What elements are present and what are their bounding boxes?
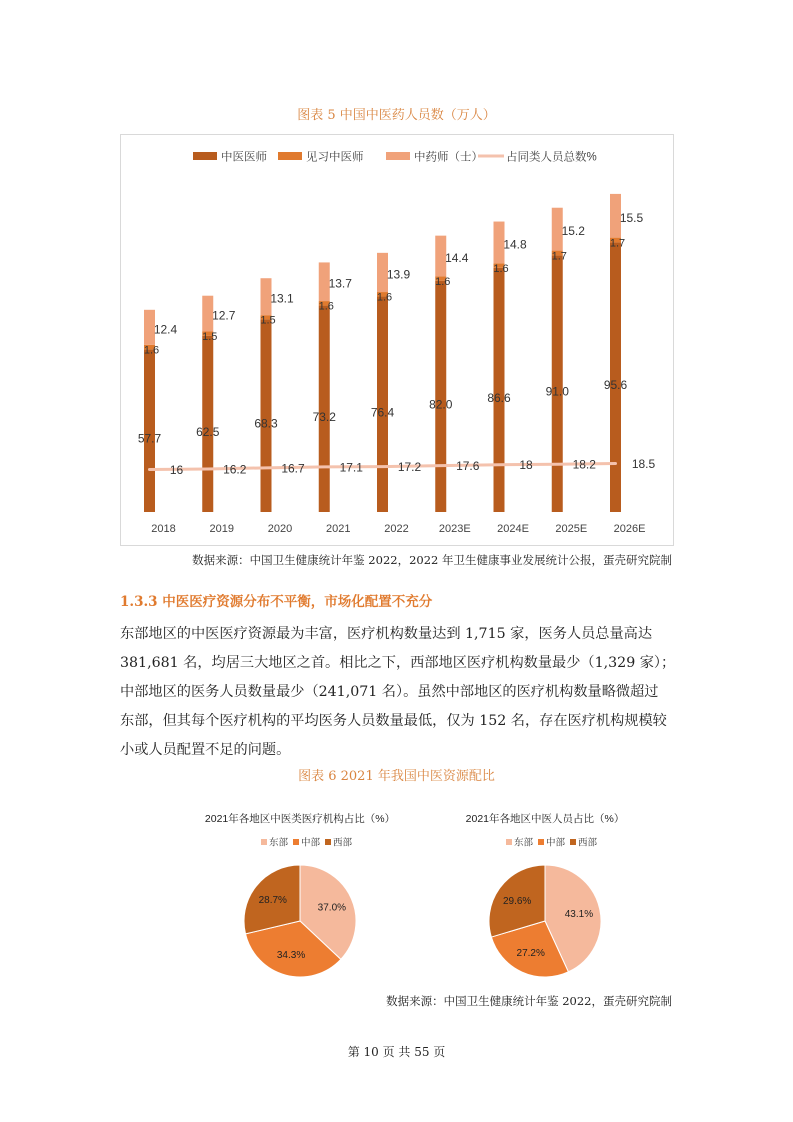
legend-label-3: 占同类人员总数%	[506, 151, 597, 164]
x-tick-label-2023E: 2023E	[438, 523, 471, 535]
data-label-assistant-2019: 1.5	[202, 330, 218, 343]
pie-legend-swatch-central	[538, 839, 544, 845]
data-label-share-2025E: 18.2	[572, 457, 596, 472]
legend-label-2: 中药师（士）	[414, 151, 483, 164]
x-tick-label-2025E: 2025E	[555, 523, 588, 535]
pie-legend-label-east: 东部	[269, 837, 289, 849]
data-label-share-2023E: 17.6	[456, 459, 480, 474]
pie-label-central: 27.2%	[516, 948, 545, 960]
data-label-assistant-2022: 1.6	[376, 291, 393, 304]
pie-legend-label-west: 西部	[333, 837, 353, 849]
data-label-doctor-2022: 76.4	[370, 405, 395, 420]
x-tick-label-2026E: 2026E	[613, 523, 646, 535]
pie-label-east: 37.0%	[317, 902, 347, 914]
data-label-assistant-2021: 1.6	[318, 300, 334, 313]
institution-share-pie-chart	[175, 800, 425, 985]
data-label-doctor-2018: 57.7	[137, 431, 162, 446]
pie-legend-swatch-west	[325, 839, 331, 845]
figure6-source: 数据来源：中国卫生健康统计年鉴 2022，蛋壳研究院制	[386, 994, 672, 1008]
data-label-pharmacist-2018: 12.4	[153, 322, 178, 337]
data-label-assistant-2020: 1.5	[260, 314, 276, 327]
bar-doctor-2026E	[610, 242, 621, 512]
data-label-doctor-2021: 73.2	[312, 409, 336, 424]
pie-legend-swatch-central	[293, 839, 299, 845]
figure5-source: 数据来源：中国卫生健康统计年鉴 2022，2022 年卫生健康事业发展统计公报，蛋壳研究院制	[192, 553, 672, 567]
paragraph-line: 东部，但其每个医疗机构的平均医务人员数量最低，仅为 152 名，存在医疗机构规模较	[120, 713, 667, 729]
bar-doctor-2025E	[552, 255, 563, 512]
x-tick-label-2019: 2019	[209, 523, 234, 535]
figure5-chart-frame	[120, 134, 674, 546]
pie-title: 2021年各地区中医人员占比（%）	[465, 813, 625, 825]
data-label-pharmacist-2022: 13.9	[386, 267, 411, 282]
figure6-caption: 图表 6 2021 年我国中医资源配比	[298, 769, 495, 784]
data-label-doctor-2025E: 91.0	[545, 384, 569, 399]
data-label-share-2019: 16.2	[223, 462, 247, 477]
paragraph-line: 小或人员配置不足的问题。	[120, 742, 291, 758]
pie-legend-swatch-east	[506, 839, 512, 845]
data-label-pharmacist-2019: 12.7	[212, 308, 236, 323]
bar-doctor-2019	[202, 336, 213, 512]
data-label-doctor-2019: 62.5	[196, 424, 220, 439]
staff-share-pie-chart	[420, 800, 670, 985]
legend-swatch-0	[193, 152, 217, 160]
bar-doctor-2018	[144, 349, 155, 512]
bar-doctor-2020	[261, 319, 272, 512]
data-label-assistant-2023E: 1.6	[435, 275, 451, 288]
x-tick-label-2018: 2018	[151, 523, 176, 535]
data-label-doctor-2023E: 82.0	[429, 397, 453, 412]
data-label-assistant-2018: 1.6	[143, 344, 160, 357]
pie-legend-swatch-west	[570, 839, 576, 845]
pie-label-west: 28.7%	[258, 894, 287, 906]
data-label-share-2021: 17.1	[339, 460, 363, 475]
data-label-pharmacist-2020: 13.1	[270, 291, 294, 306]
pie-label-west: 29.6%	[502, 895, 532, 907]
data-label-assistant-2025E: 1.7	[551, 250, 567, 263]
data-label-share-2020: 16.7	[281, 461, 305, 476]
pie-legend-label-west: 西部	[578, 837, 598, 849]
bar-doctor-2024E	[494, 268, 505, 512]
legend-swatch-1	[278, 152, 302, 160]
paragraph-line: 东部地区的中医医疗资源最为丰富，医疗机构数量达到 1,715 家，医务人员总量高达	[120, 626, 653, 642]
page-number: 第 10 页 共 55 页	[347, 1045, 446, 1059]
data-label-assistant-2026E: 1.7	[609, 237, 626, 250]
data-label-doctor-2020: 68.3	[254, 416, 278, 431]
section-paragraph	[120, 620, 680, 765]
x-tick-label-2021: 2021	[326, 523, 351, 535]
x-tick-label-2024E: 2024E	[497, 523, 529, 535]
pie-title: 2021年各地区中医类医疗机构占比（%）	[204, 813, 396, 825]
pie-label-east: 43.1%	[564, 909, 594, 921]
data-label-share-2018: 16	[169, 463, 184, 477]
data-label-share-2022: 17.2	[397, 460, 422, 475]
bar-doctor-2021	[319, 306, 330, 512]
x-tick-label-2020: 2020	[267, 523, 293, 535]
paragraph-line: 381,681 名，均居三大地区之首。相比之下，西部地区医疗机构数量最少（1,329 家）；	[120, 655, 676, 671]
data-label-pharmacist-2023E: 14.4	[445, 250, 469, 265]
figure5-bar-chart	[121, 135, 673, 545]
x-tick-label-2022: 2022	[384, 523, 409, 535]
paragraph-line: 中部地区的医务人员数量最少（241,071 名）。虽然中部地区的医疗机构数量略微超过	[120, 684, 659, 700]
data-label-assistant-2024E: 1.6	[493, 262, 509, 275]
data-label-share-2026E: 18.5	[631, 457, 656, 471]
data-label-doctor-2026E: 95.6	[603, 378, 628, 393]
legend-swatch-2	[386, 152, 410, 160]
pie-legend-swatch-east	[261, 839, 267, 845]
pie-label-central: 34.3%	[276, 950, 306, 962]
data-label-pharmacist-2024E: 14.8	[503, 237, 527, 252]
data-label-pharmacist-2021: 13.7	[328, 276, 352, 291]
legend-label-1: 见习中医师	[306, 151, 364, 164]
pie-legend-label-central: 中部	[546, 837, 566, 849]
data-label-pharmacist-2026E: 15.5	[619, 210, 644, 225]
pie-legend-label-east: 东部	[514, 837, 534, 849]
data-label-doctor-2024E: 86.6	[487, 390, 511, 405]
data-label-pharmacist-2025E: 15.2	[561, 224, 585, 239]
section-heading: 1.3.3 中医医疗资源分布不平衡，市场化配置不充分	[120, 594, 433, 610]
data-label-share-2024E: 18	[519, 458, 533, 473]
pie-legend-label-central: 中部	[301, 837, 321, 849]
legend-label-0: 中医医师	[221, 151, 267, 164]
bar-doctor-2023E	[435, 281, 446, 512]
bar-doctor-2022	[377, 297, 388, 512]
figure5-caption: 图表 5 中国中医药人员数（万人）	[297, 108, 496, 123]
